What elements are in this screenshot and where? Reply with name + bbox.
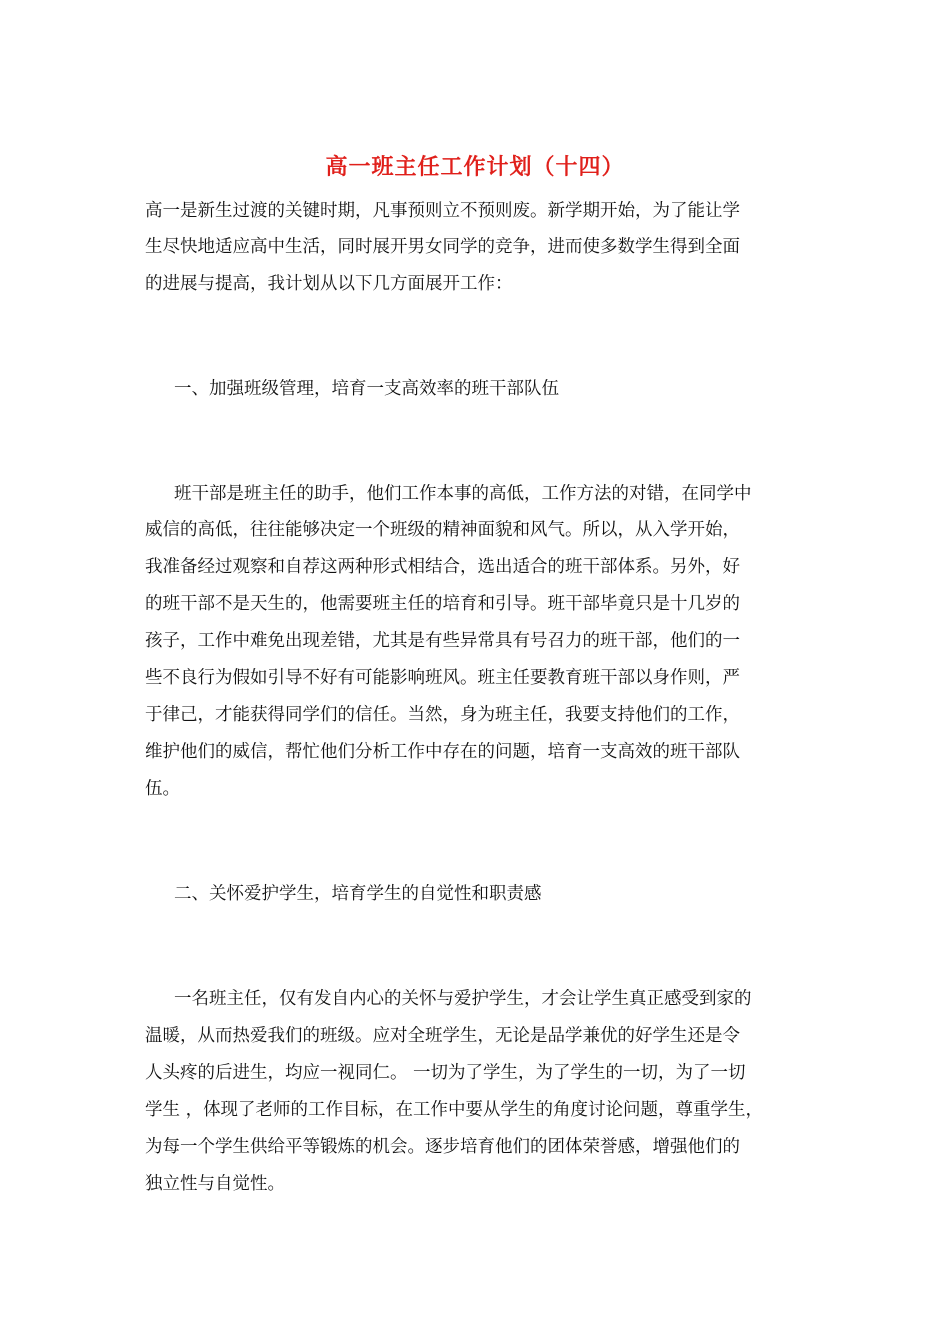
paragraph-line: 伍。 bbox=[145, 779, 180, 799]
paragraph-line: 班干部是班主任的助手，他们工作本事的高低，工作方法的对错，在同学中 bbox=[174, 484, 752, 504]
document-title: 高一班主任工作计划（十四） bbox=[325, 154, 625, 180]
paragraph-line: 维护他们的威信，帮忙他们分析工作中存在的问题，培育一支高效的班干部队 bbox=[145, 742, 740, 762]
paragraph-line: 为每一个学生供给平等锻炼的机会。逐步培育他们的团体荣誉感，增强他们的 bbox=[145, 1137, 740, 1157]
paragraph-line: 温暖，从而热爱我们的班级。应对全班学生，无论是品学兼优的好学生还是令 bbox=[145, 1026, 740, 1046]
paragraph-line: 威信的高低，往往能够决定一个班级的精神面貌和风气。所以，从入学开始， bbox=[145, 520, 740, 540]
intro-line: 生尽快地适应高中生活，同时展开男女同学的竞争，进而使多数学生得到全面 bbox=[145, 237, 740, 257]
paragraph-line: 人头疼的后进生，均应一视同仁。 一切为了学生，为了学生的一切，为了一切 bbox=[145, 1063, 746, 1083]
paragraph-line: 的班干部不是天生的，他需要班主任的培育和引导。班干部毕竟只是十几岁的 bbox=[145, 594, 740, 614]
intro-line: 高一是新生过渡的关键时期，凡事预则立不预则废。新学期开始，为了能让学 bbox=[145, 201, 740, 221]
paragraph-line: 学生 ，体现了老师的工作目标，在工作中要从学生的角度讨论问题，尊重学生， bbox=[145, 1100, 764, 1120]
paragraph-line: 独立性与自觉性。 bbox=[145, 1174, 285, 1194]
paragraph-line: 些不良行为假如引导不好有可能影响班风。班主任要教育班干部以身作则，严 bbox=[145, 668, 740, 688]
paragraph-line: 我准备经过观察和自荐这两种形式相结合，选出适合的班干部体系。另外，好 bbox=[145, 557, 740, 577]
section-1-heading: 一、加强班级管理，培育一支高效率的班干部队伍 bbox=[174, 379, 559, 399]
paragraph-line: 一名班主任，仅有发自内心的关怀与爱护学生，才会让学生真正感受到家的 bbox=[174, 989, 752, 1009]
paragraph-line: 于律己，才能获得同学们的信任。当然，身为班主任，我要支持他们的工作， bbox=[145, 705, 740, 725]
paragraph-line: 孩子，工作中难免出现差错，尤其是有些异常具有号召力的班干部，他们的一 bbox=[145, 631, 740, 651]
section-2-heading: 二、关怀爱护学生，培育学生的自觉性和职责感 bbox=[174, 884, 542, 904]
intro-line: 的进展与提高，我计划从以下几方面展开工作： bbox=[145, 274, 513, 294]
